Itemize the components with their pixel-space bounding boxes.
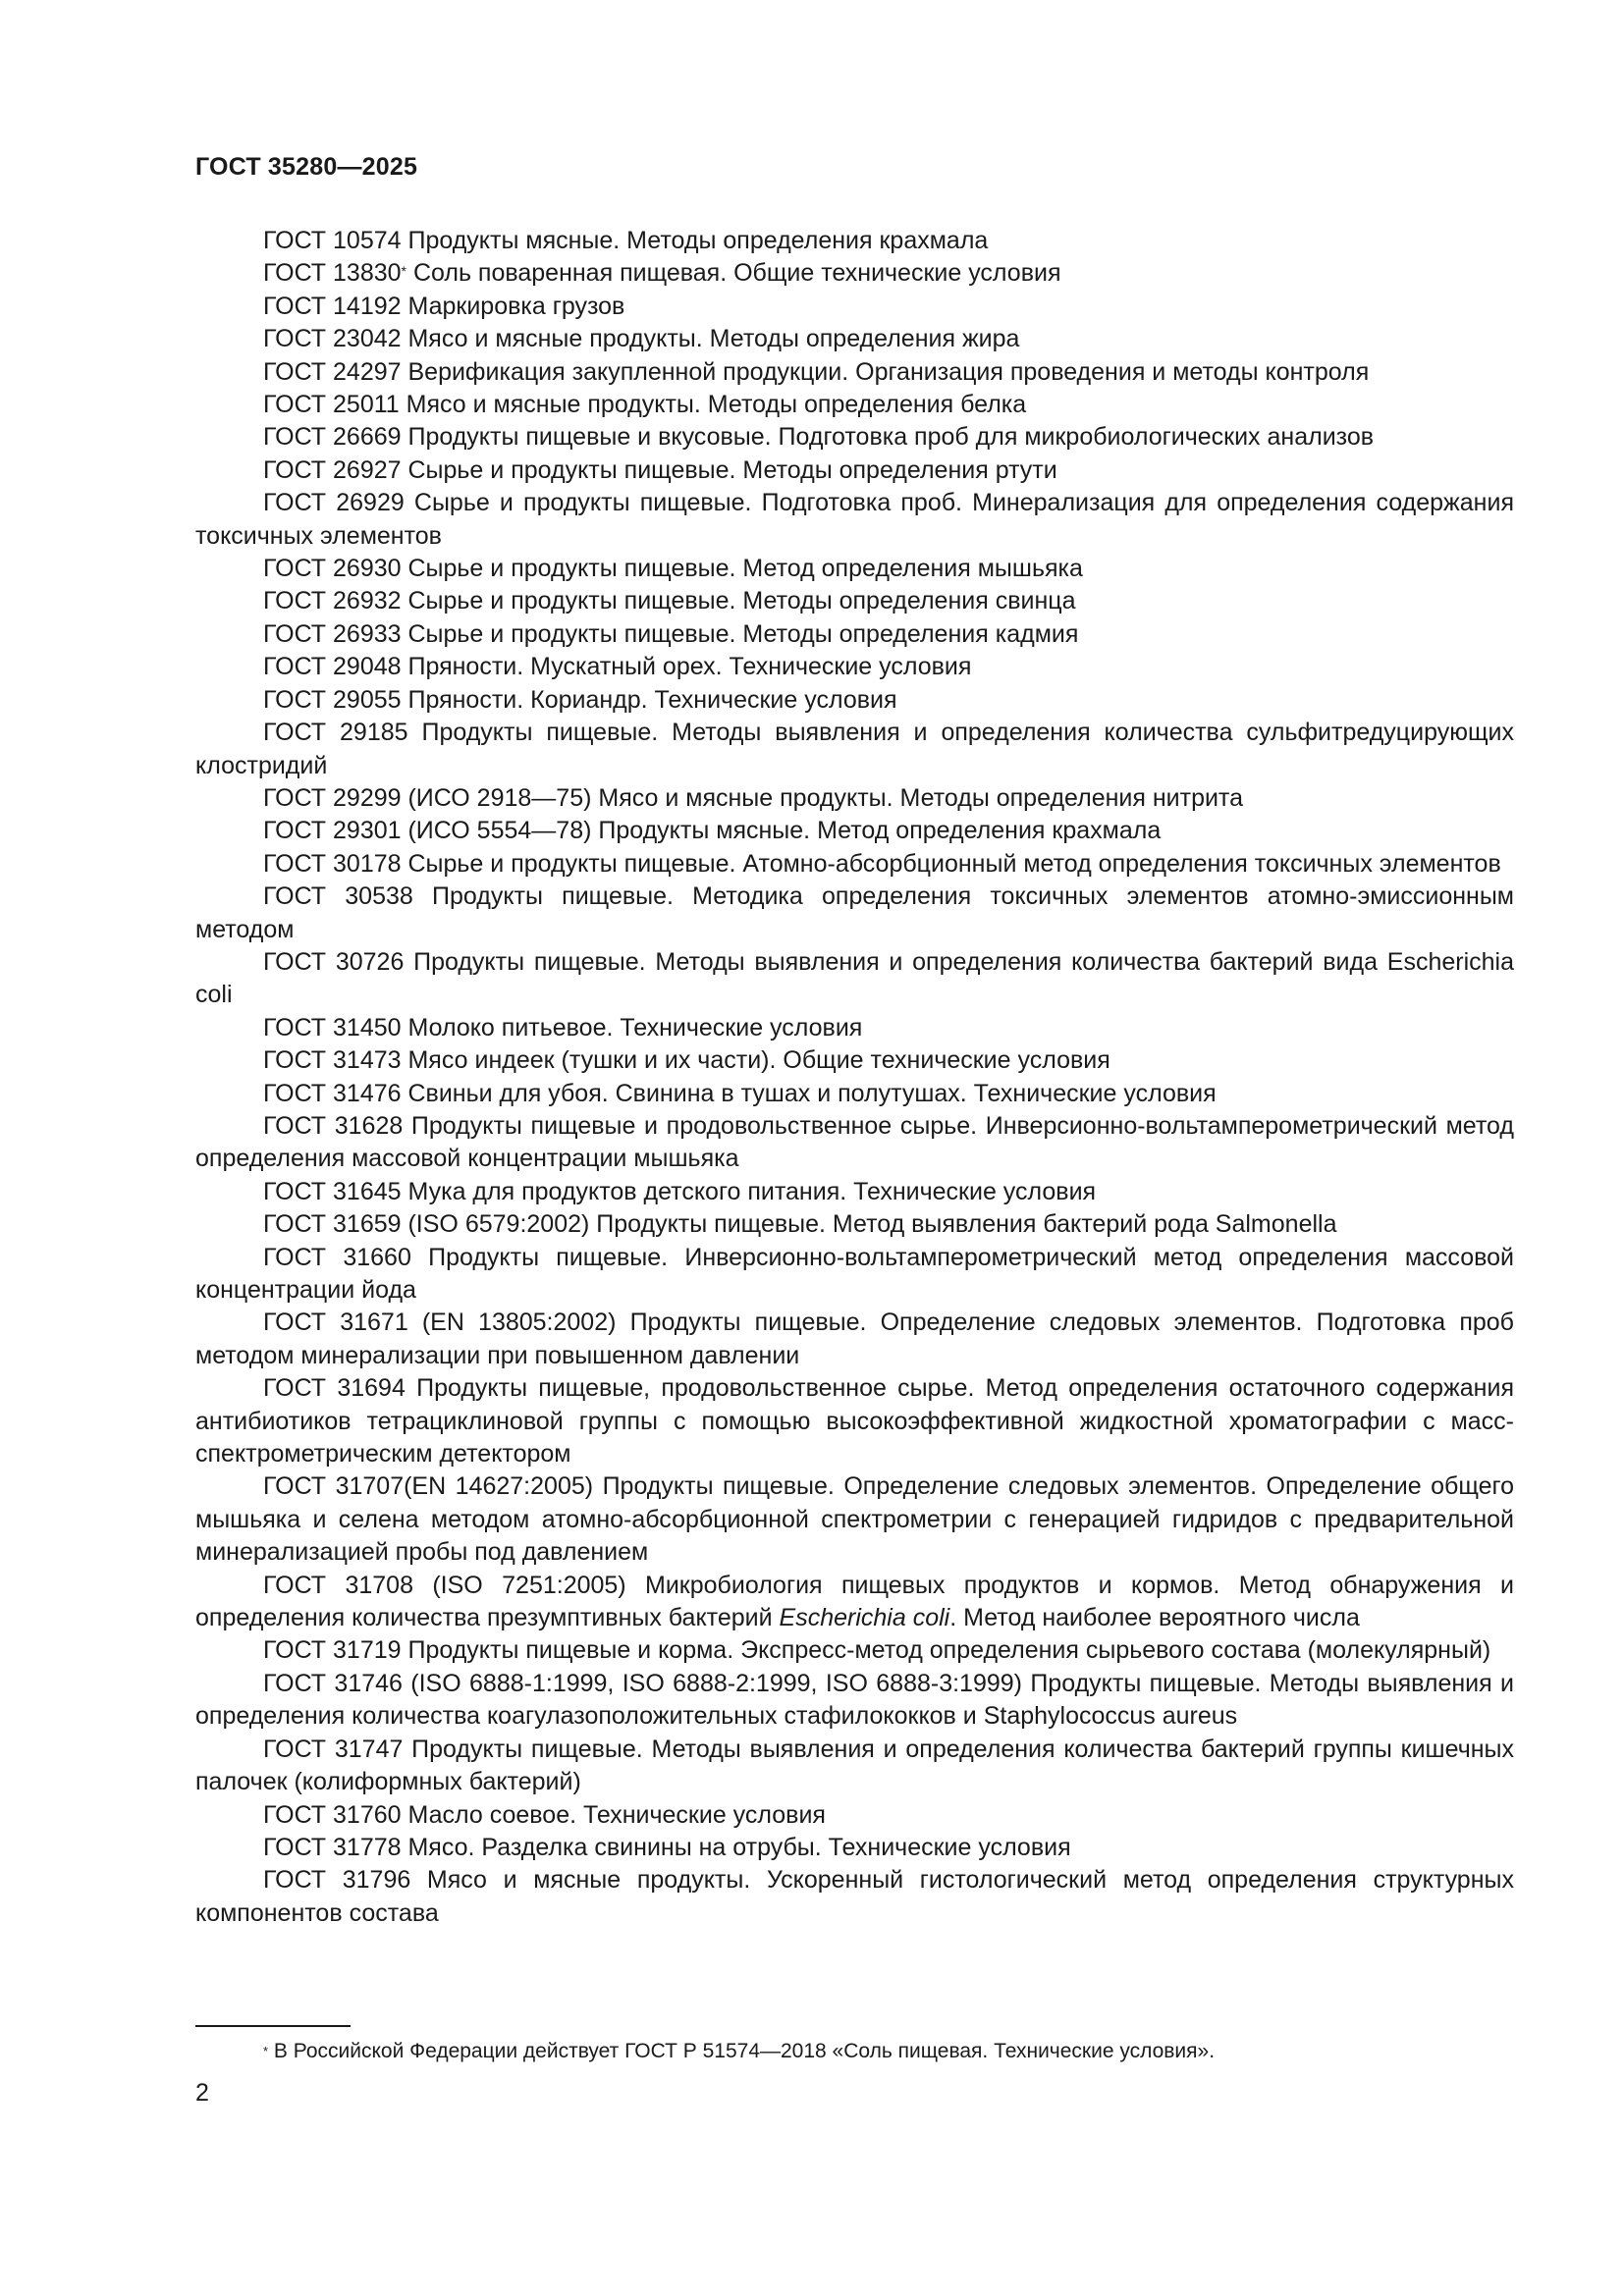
reference-item: ГОСТ 30178 Сырье и продукты пищевые. Атомно-абсорбционный метод определения токсичных элементов (263, 849, 1501, 878)
reference-item (195, 257, 1514, 290)
reference-item: ГОСТ 31671 (EN 13805:2002) Продукты пищевые. Определение следовых элементов. Подготовка проб методом минерализации при повышенном давлении (195, 1308, 1514, 1369)
page-number: 2 (195, 2079, 209, 2107)
reference-code: ГОСТ 13830 (263, 259, 402, 288)
footnote-separator (195, 2025, 351, 2027)
reference-item: ГОСТ 31778 Мясо. Разделка свинины на отрубы. Технические условия (263, 1833, 1071, 1861)
normative-references-list (195, 225, 1514, 1930)
footnote (263, 2038, 1215, 2065)
reference-item: ГОСТ 31760 Масло соевое. Технические условия (263, 1800, 826, 1829)
reference-item: ГОСТ 29055 Пряности. Кориандр. Технические условия (263, 685, 897, 714)
reference-item: ГОСТ 29301 (ИСО 5554—78) Продукты мясные. Метод определения крахмала (263, 817, 1162, 845)
footnote-marker: * (263, 2044, 269, 2058)
reference-item: ГОСТ 29048 Пряности. Мускатный орех. Технические условия (263, 653, 972, 681)
reference-item: ГОСТ 25011 Мясо и мясные продукты. Методы определения белка (263, 391, 1027, 419)
reference-text-tail: . Метод наиболее вероятного числа (949, 1604, 1360, 1632)
reference-title: Соль поваренная пищевая. Общие технические условия (406, 259, 1061, 288)
reference-species-italic: Escherichia coli (779, 1604, 950, 1632)
reference-item: ГОСТ 26932 Сырье и продукты пищевые. Методы определения свинца (263, 587, 1076, 615)
reference-item: ГОСТ 31628 Продукты пищевые и продовольственное сырье. Инверсионно-вольтамперометрический метод определения массовой концентрации мышьяка (195, 1111, 1514, 1173)
reference-text: ГОСТ 31708 (ISO 7251:2005) Микробиология пищевых продуктов и кормов. Метод обнаружения и определения количества презумптивных бактерий (195, 1571, 1514, 1632)
reference-item: ГОСТ 31719 Продукты пищевые и корма. Экспресс-метод определения сырьевого состава (молекулярный) (263, 1636, 1491, 1665)
reference-item: ГОСТ 10574 Продукты мясные. Методы определения крахмала (263, 227, 989, 254)
reference-item: ГОСТ 31796 Мясо и мясные продукты. Ускоренный гистологический метод определения структурных компонентов состава (195, 1866, 1514, 1927)
reference-item: ГОСТ 26927 Сырье и продукты пищевые. Методы определения ртути (263, 455, 1057, 484)
reference-item: ГОСТ 31473 Мясо индеек (тушки и их части). Общие технические условия (263, 1046, 1110, 1075)
reference-item: ГОСТ 31476 Свиньи для убоя. Свинина в тушах и полутушах. Технические условия (263, 1079, 1217, 1107)
reference-item (195, 1570, 1514, 1635)
reference-item: ГОСТ 26933 Сырье и продукты пищевые. Методы определения кадмия (263, 619, 1079, 648)
reference-item: ГОСТ 31707(EN 14627:2005) Продукты пищевые. Определение следовых элементов. Определение общего мышьяка и селена методом атомно-абсорбционной спектрометрии с генерацией гидридов с предварительной минерализацией пробы под давлением (195, 1472, 1514, 1567)
reference-item: ГОСТ 31747 Продукты пищевые. Методы выявления и определения количества бактерий группы кишечных палочек (колиформных бактерий) (195, 1735, 1514, 1796)
reference-item: ГОСТ 31645 Мука для продуктов детского питания. Технические условия (263, 1177, 1097, 1205)
reference-item: ГОСТ 26669 Продукты пищевые и вкусовые. Подготовка проб для микробиологических анализов (263, 423, 1375, 452)
reference-item: ГОСТ 23042 Мясо и мясные продукты. Методы определения жира (263, 325, 1020, 353)
reference-item: ГОСТ 31660 Продукты пищевые. Инверсионно-вольтамперометрический метод определения массовой концентрации йода (195, 1243, 1514, 1304)
reference-item: ГОСТ 31694 Продукты пищевые, продовольственное сырье. Метод определения остаточного содержания антибиотиков тетрациклиновой группы с помощью высокоэффективной жидкостной хроматографии с масс-спектрометрическим детектором (195, 1374, 1514, 1468)
reference-item: ГОСТ 24297 Верификация закупленной продукции. Организация проведения и методы контроля (263, 357, 1370, 386)
reference-item: ГОСТ 31659 (ISO 6579:2002) Продукты пищевые. Метод выявления бактерий рода Salmonella (263, 1210, 1337, 1239)
reference-item: ГОСТ 26929 Сырье и продукты пищевые. Подготовка проб. Минерализация для определения содержания токсичных элементов (195, 489, 1514, 550)
reference-item: ГОСТ 14192 Маркировка грузов (263, 292, 625, 320)
footnote-marker: * (401, 263, 406, 280)
page-header-doc-code: ГОСТ 35280—2025 (195, 153, 418, 181)
reference-item: ГОСТ 29299 (ИСО 2918—75) Мясо и мясные продукты. Методы определения нитрита (263, 783, 1244, 812)
reference-item: ГОСТ 30538 Продукты пищевые. Методика определения токсичных элементов атомно-эмиссионным методом (195, 882, 1514, 943)
reference-item: ГОСТ 26930 Сырье и продукты пищевые. Метод определения мышьяка (263, 555, 1083, 583)
footnote-text: В Российской Федерации действует ГОСТ Р 51574—2018 «Соль пищевая. Технические условия». (268, 2040, 1216, 2062)
reference-item: ГОСТ 30726 Продукты пищевые. Методы выявления и определения количества бактерий вида Escherichia coli (195, 947, 1514, 1009)
reference-item: ГОСТ 29185 Продукты пищевые. Методы выявления и определения количества сульфитредуцирующих клостридий (195, 719, 1514, 779)
reference-item: ГОСТ 31450 Молоко питьевое. Технические условия (263, 1013, 863, 1041)
reference-item: ГОСТ 31746 (ISO 6888-1:1999, ISO 6888-2:1999, ISO 6888-3:1999) Продукты пищевые. Методы выявления и определения количества коагулазоположительных стафилококков и Staphylococcus aureus (195, 1669, 1514, 1731)
